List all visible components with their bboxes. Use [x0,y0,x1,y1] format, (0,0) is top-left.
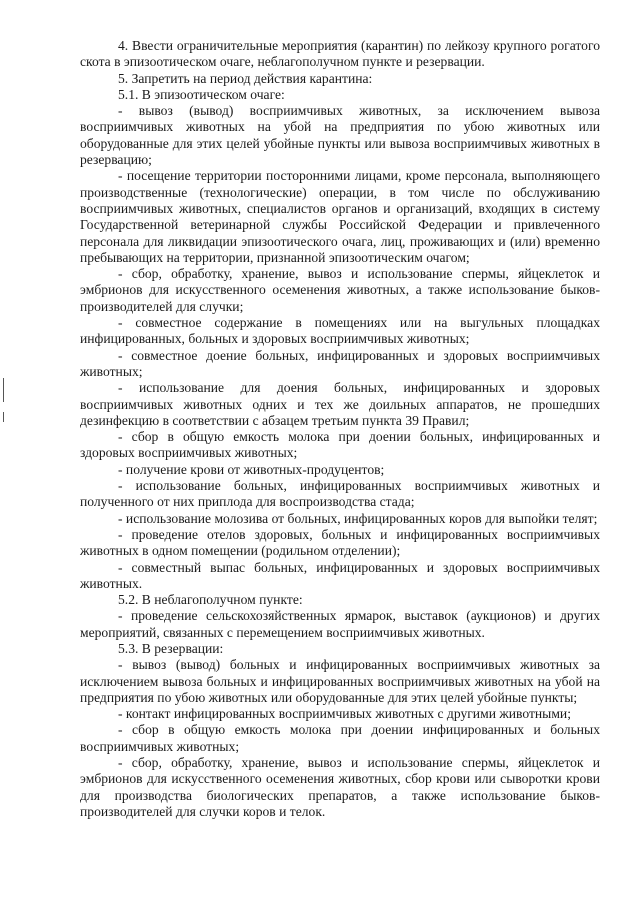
list-item: - проведение сельскохозяйственных ярмарок, выставок (аукционов) и других мероприятий, связанных с перемещением восприимчивых животных. [80,608,600,640]
list-item: - вывоз (вывод) больных и инфицированных восприимчивых животных за исключением вывоза больных и инфицированных восприимчивых животных на убой на предприятия по убою животных или оборудованные для этих целей убойные пункты; [80,657,600,705]
list-item: - совместный выпас больных, инфицированных и здоровых восприимчивых животных. [80,559,600,591]
paragraph-item-4: 4. Ввести ограничительные мероприятия (карантин) по лейкозу крупного рогатого скота в эпизоотическом очаге, неблагополучном пункте и резервации. [80,38,600,70]
list-item: - посещение территории посторонними лицами, кроме персонала, выполняющего производственные (технологические) операции, в том числе по обслуживанию восприимчивых животных, специалистов органов и организаций, входящих в систему Государственной ветеринарной службы Российской Федерации и привлеченного персонала для ликвидации эпизоотического очага, лиц, проживающих и (или) временно пребывающих на территории, признанной эпизоотическим очагом; [80,168,600,265]
paragraph-item-5: 5. Запретить на период действия карантина: [118,70,373,86]
list-item: - использование для доения больных, инфицированных и здоровых восприимчивых животных одних и тех же доильных аппаратов, не прошедших дезинфекцию в соответствии с абзацем третьим пункта 39 Правил; [80,380,600,428]
list-item: - контакт инфицированных восприимчивых животных с другими животными; [118,706,571,722]
subsection-heading-5-3: 5.3. В резервации: [118,640,224,656]
list-item: - совместное содержание в помещениях или на выгульных площадках инфицированных, больных и здоровых восприимчивых животных; [80,315,600,347]
subsection-heading-5-2: 5.2. В неблагополучном пункте: [118,592,303,608]
scan-edge-mark [3,412,4,422]
list-item: - сбор, обработку, хранение, вывоз и использование спермы, яйцеклеток и эмбрионов для искусственного осеменения животных, сбор крови или сыворотки крови для производства биологических препаратов, а также использование быков-производителей для случки коров и телок. [80,755,600,819]
document-body [80,38,600,820]
list-item: - совместное доение больных, инфицированных и здоровых восприимчивых животных; [80,347,600,379]
list-item: - вывоз (вывод) восприимчивых животных, за исключением вывоза восприимчивых животных на убой на предприятия по убою животных или оборудованные для этих целей убойные пункты или вывоза восприимчивых животных в резервацию; [80,103,600,168]
subsection-heading-5-1: 5.1. В эпизоотическом очаге: [118,86,285,102]
scan-edge-mark [3,378,4,402]
list-item: - использование молозива от больных, инфицированных коров для выпойки телят; [118,510,598,526]
list-item: - получение крови от животных-продуцентов; [118,461,385,477]
list-item: - сбор в общую емкость молока при доении больных, инфицированных и здоровых восприимчивых животных; [80,429,600,461]
list-item: - сбор в общую емкость молока при доении инфицированных и больных восприимчивых животных; [80,722,600,754]
list-item: - использование больных, инфицированных восприимчивых животных и полученного от них приплода для воспроизводства стада; [80,478,600,510]
list-item: - проведение отелов здоровых, больных и инфицированных восприимчивых животных в одном помещении (родильном отделении); [80,526,600,559]
list-item: - сбор, обработку, хранение, вывоз и использование спермы, яйцеклеток и эмбрионов для искусственного осеменения животных, а также использование быков-производителей для случки; [80,266,600,314]
